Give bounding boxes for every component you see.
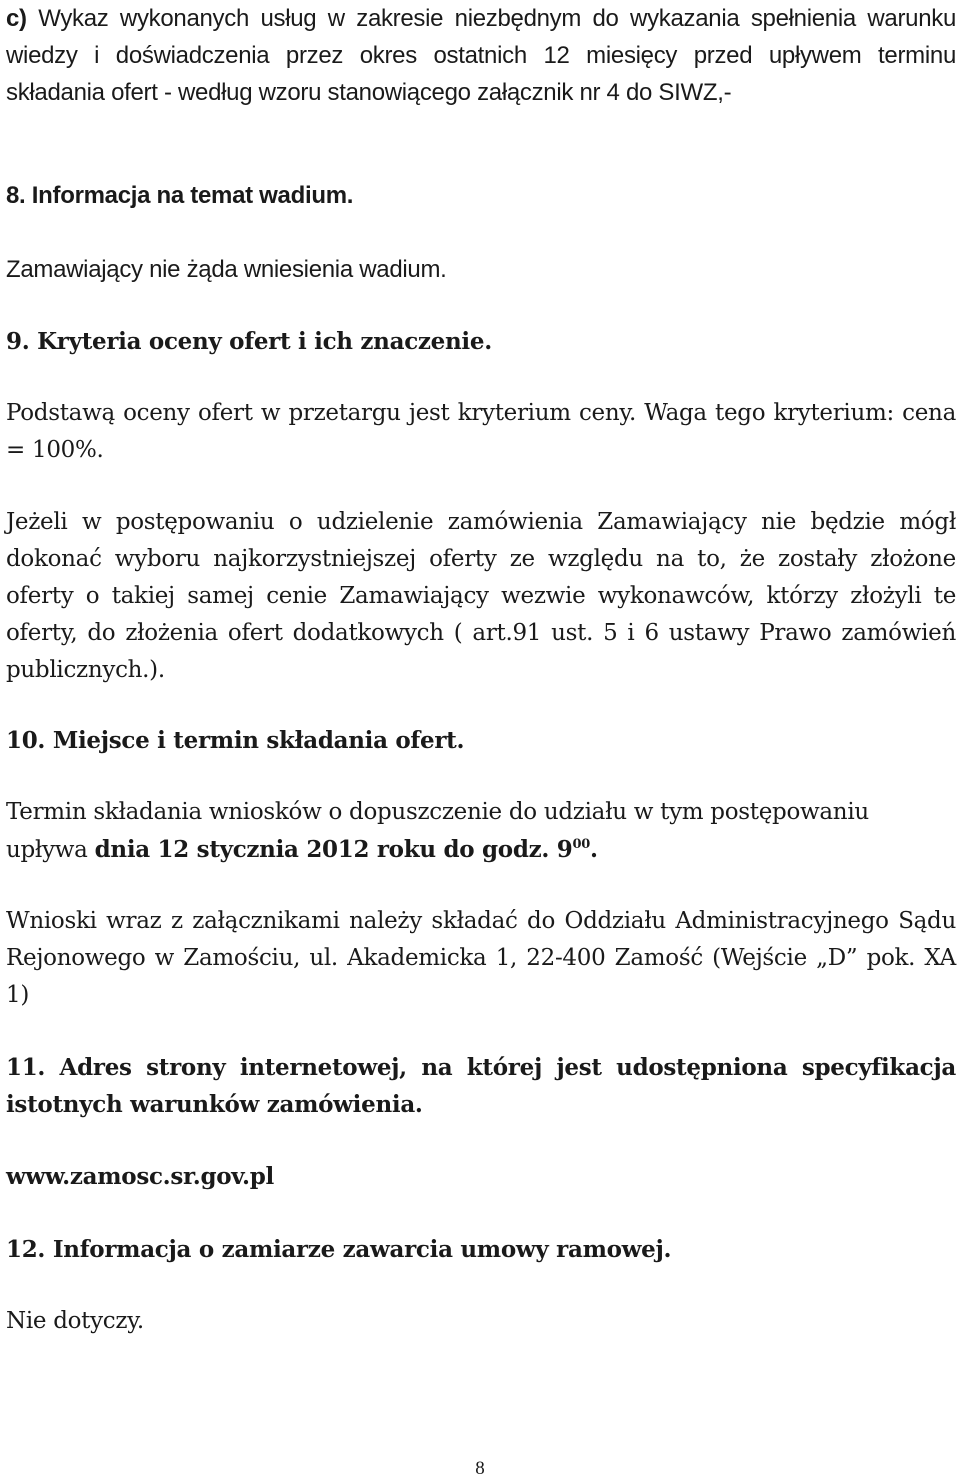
deadline-text: Termin składania wniosków o dopuszczenie do udziału w tym postępowaniu upływa <box>6 799 869 863</box>
item-c-text: Wykaz wykonanych usług w zakresie niezbędnym do wykazania spełnienia warunku wiedzy i doświadczenia przez okres ostatnich 12 miesięcy przed upływem terminu składania ofert - według wzoru stanowiącego załącznik nr 4 do SIWZ,- <box>6 5 956 106</box>
section-8-body: Zamawiający nie żąda wniesienia wadium. <box>6 256 447 283</box>
page-number: 8 <box>475 1458 485 1479</box>
deadline-date: dnia 12 stycznia 2012 roku do godz. 9 <box>94 836 573 863</box>
deadline-end: . <box>590 836 598 863</box>
website-url: www.zamosc.sr.gov.pl <box>6 1163 274 1190</box>
section-9-paragraph-2: Jeżeli w postępowaniu o udzielenie zamówienia Zamawiający nie będzie mógł dokonać wyboru najkorzystniejszej oferty ze względu na to, że zostały złożone oferty o takiej samej cenie Zamawiający wezwie wykonawców, którzy złożyli te oferty, do złożenia ofert dodatkowych ( art.91 ust. 5 i 6 ustawy Prawo zamówień publicznych.). <box>6 509 956 683</box>
section-12-body: Nie dotyczy. <box>6 1308 144 1334</box>
section-10-deadline <box>6 794 956 869</box>
section-12-heading: 12. Informacja o zamiarze zawarcia umowy ramowej. <box>6 1236 672 1263</box>
section-8-heading: 8. Informacja na temat wadium. <box>6 182 354 209</box>
item-c-label: c) <box>6 5 27 32</box>
document-page <box>6 0 956 1481</box>
deadline-minutes: 00 <box>572 837 591 852</box>
section-11-heading: 11. Adres strony internetowej, na której jest udostępniona specyfikacja istotnych warunków zamówienia. <box>6 1054 956 1118</box>
section-10-submission: Wnioski wraz z załącznikami należy składać do Oddziału Administracyjnego Sądu Rejonowego w Zamościu, ul. Akademicka 1, 22-400 Zamość (Wejście „D” pok. XA 1) <box>6 908 956 1008</box>
section-9-body: Podstawą oceny ofert w przetargu jest kryterium ceny. Waga tego kryterium: cena = 100%. <box>6 400 956 463</box>
item-c-paragraph <box>6 0 956 111</box>
section-10-heading: 10. Miejsce i termin składania ofert. <box>6 727 465 754</box>
section-9-heading: 9. Kryteria oceny ofert i ich znaczenie. <box>6 328 492 355</box>
